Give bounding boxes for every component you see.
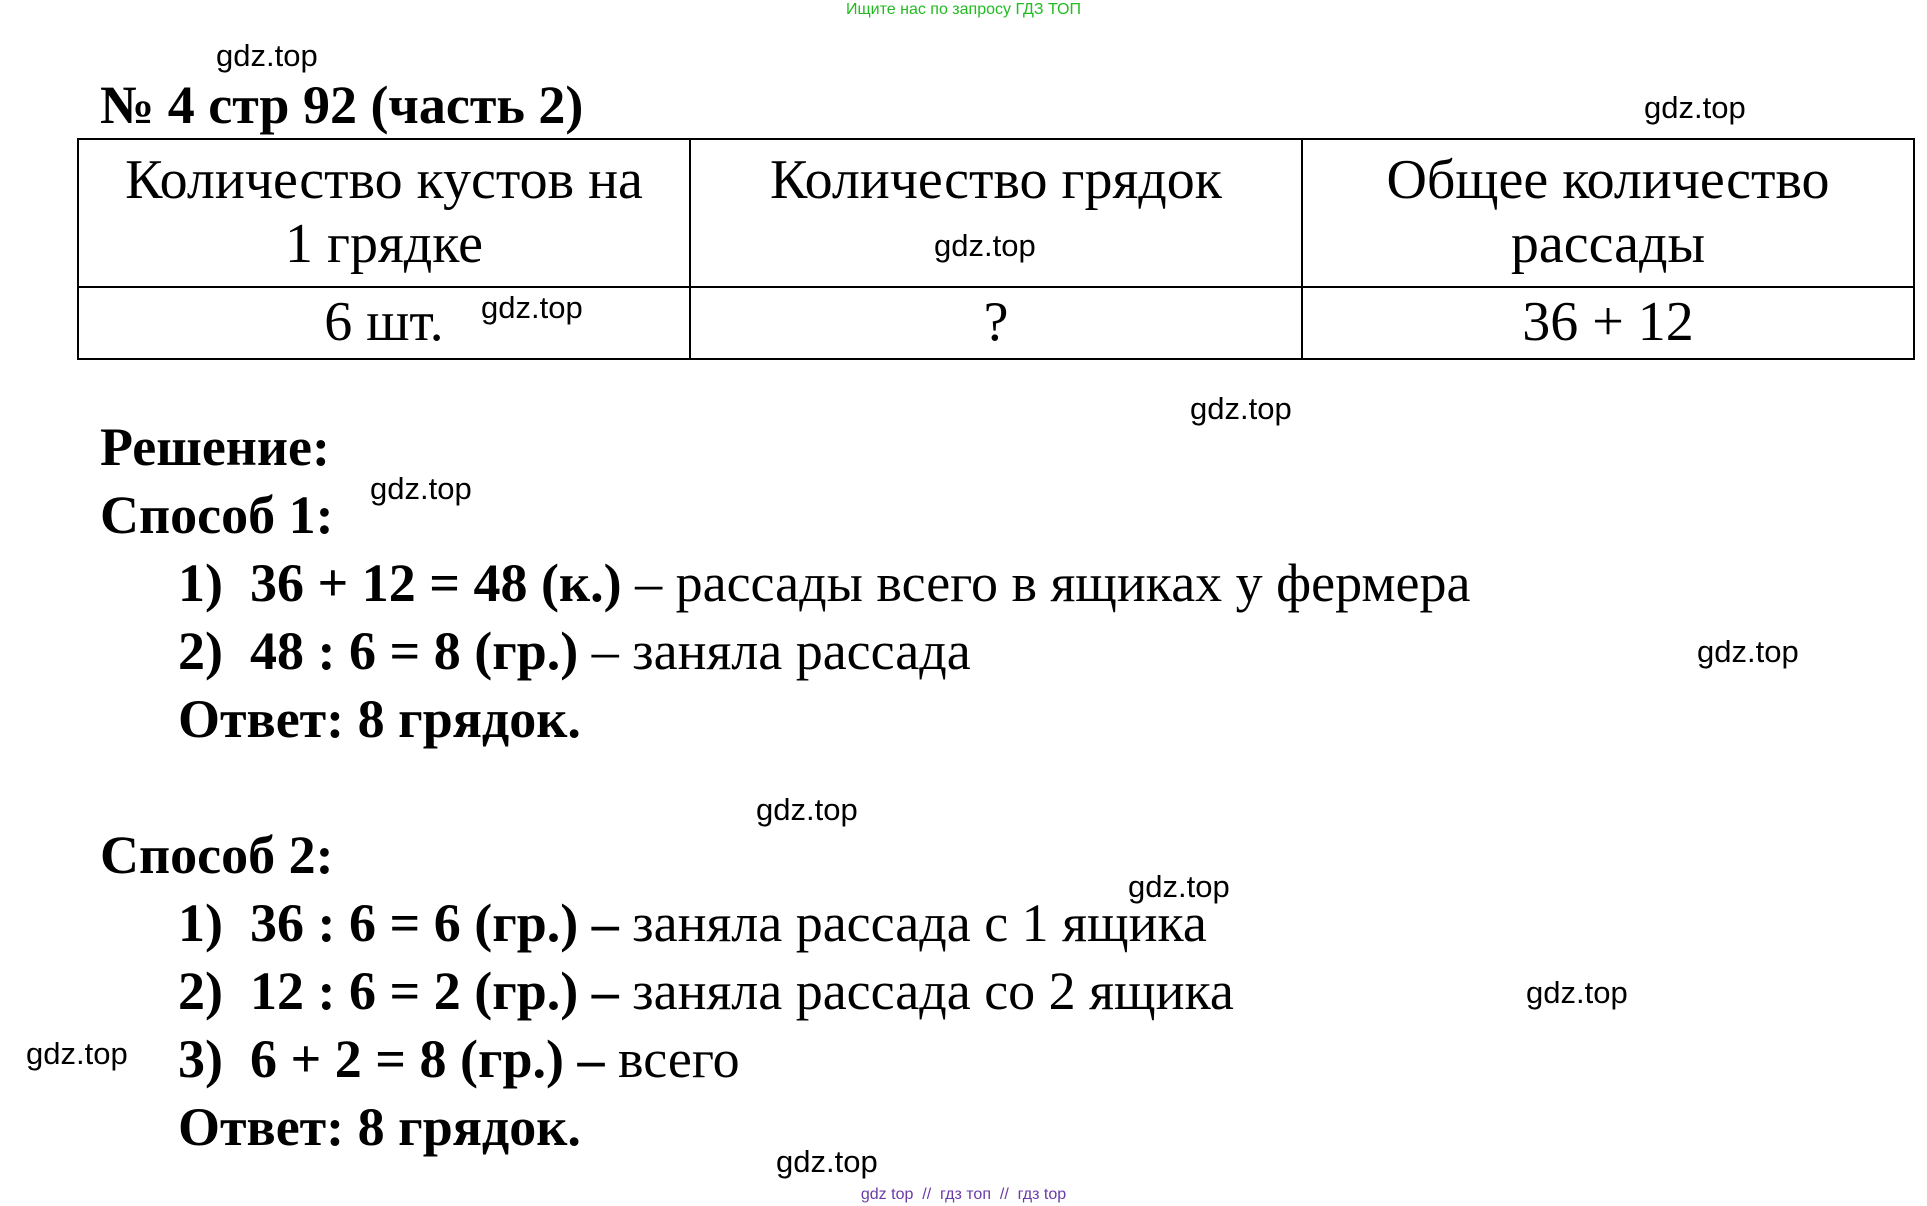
step-number: 3) (178, 1029, 223, 1089)
step-text: заняла рассада с 1 ящика (618, 893, 1207, 953)
top-banner: Ищите нас по запросу ГДЗ ТОП (846, 1, 1081, 18)
method2-step-1 (178, 892, 1207, 954)
method1-heading: Способ 1: (100, 485, 334, 545)
watermark: gdz.top (1644, 90, 1746, 125)
watermark: gdz.top (481, 290, 583, 325)
watermark: gdz.top (934, 228, 1036, 263)
cell-bushes-per-bed: 6 шт. (78, 287, 690, 359)
cell-total-seedlings: 36 + 12 (1302, 287, 1914, 359)
method2-heading: Способ 2: (100, 825, 334, 885)
cell-bed-count: ? (690, 287, 1302, 359)
watermark: gdz.top (1526, 975, 1628, 1010)
step-expression: 36 : 6 = 6 (гр.) – (249, 893, 619, 953)
watermark: gdz.top (26, 1036, 128, 1071)
method1-step-2 (178, 620, 971, 682)
step-text: – рассады всего в ящиках у фермера (621, 553, 1471, 613)
step-number: 1) (178, 553, 223, 613)
step-text: – заняла рассада (578, 621, 971, 681)
method1-step-1 (178, 552, 1470, 614)
watermark: gdz.top (1190, 391, 1292, 426)
watermark: gdz.top (756, 792, 858, 827)
method2-step-3 (178, 1028, 740, 1090)
method2-step-2 (178, 960, 1234, 1022)
watermark: gdz.top (1697, 634, 1799, 669)
step-number: 1) (178, 893, 223, 953)
header-bushes-per-bed: Количество кустов на 1 грядке (78, 139, 690, 287)
page-title: № 4 стр 92 (часть 2) (100, 75, 584, 135)
step-expression: 6 + 2 = 8 (гр.) – (249, 1029, 605, 1089)
bottom-banner: gdz top // гдз топ // гдз top (860, 1186, 1067, 1203)
step-text: заняла рассада со 2 ящика (618, 961, 1234, 1021)
header-total-seedlings: Общее количество рассады (1302, 139, 1914, 287)
method1-answer: Ответ: 8 грядок. (178, 689, 581, 749)
header-bed-count: Количество грядок (690, 139, 1302, 287)
solution-heading: Решение: (100, 417, 330, 477)
step-expression: 12 : 6 = 2 (гр.) – (249, 961, 619, 1021)
watermark: gdz.top (370, 471, 472, 506)
watermark: gdz.top (1128, 869, 1230, 904)
step-text: всего (604, 1029, 740, 1089)
step-number: 2) (178, 961, 223, 1021)
step-expression: 48 : 6 = 8 (гр.) (249, 621, 579, 681)
watermark: gdz.top (776, 1144, 878, 1179)
watermark: gdz.top (216, 38, 318, 73)
step-expression: 36 + 12 = 48 (к.) (249, 553, 622, 613)
method2-answer: Ответ: 8 грядок. (178, 1097, 581, 1157)
step-number: 2) (178, 621, 223, 681)
